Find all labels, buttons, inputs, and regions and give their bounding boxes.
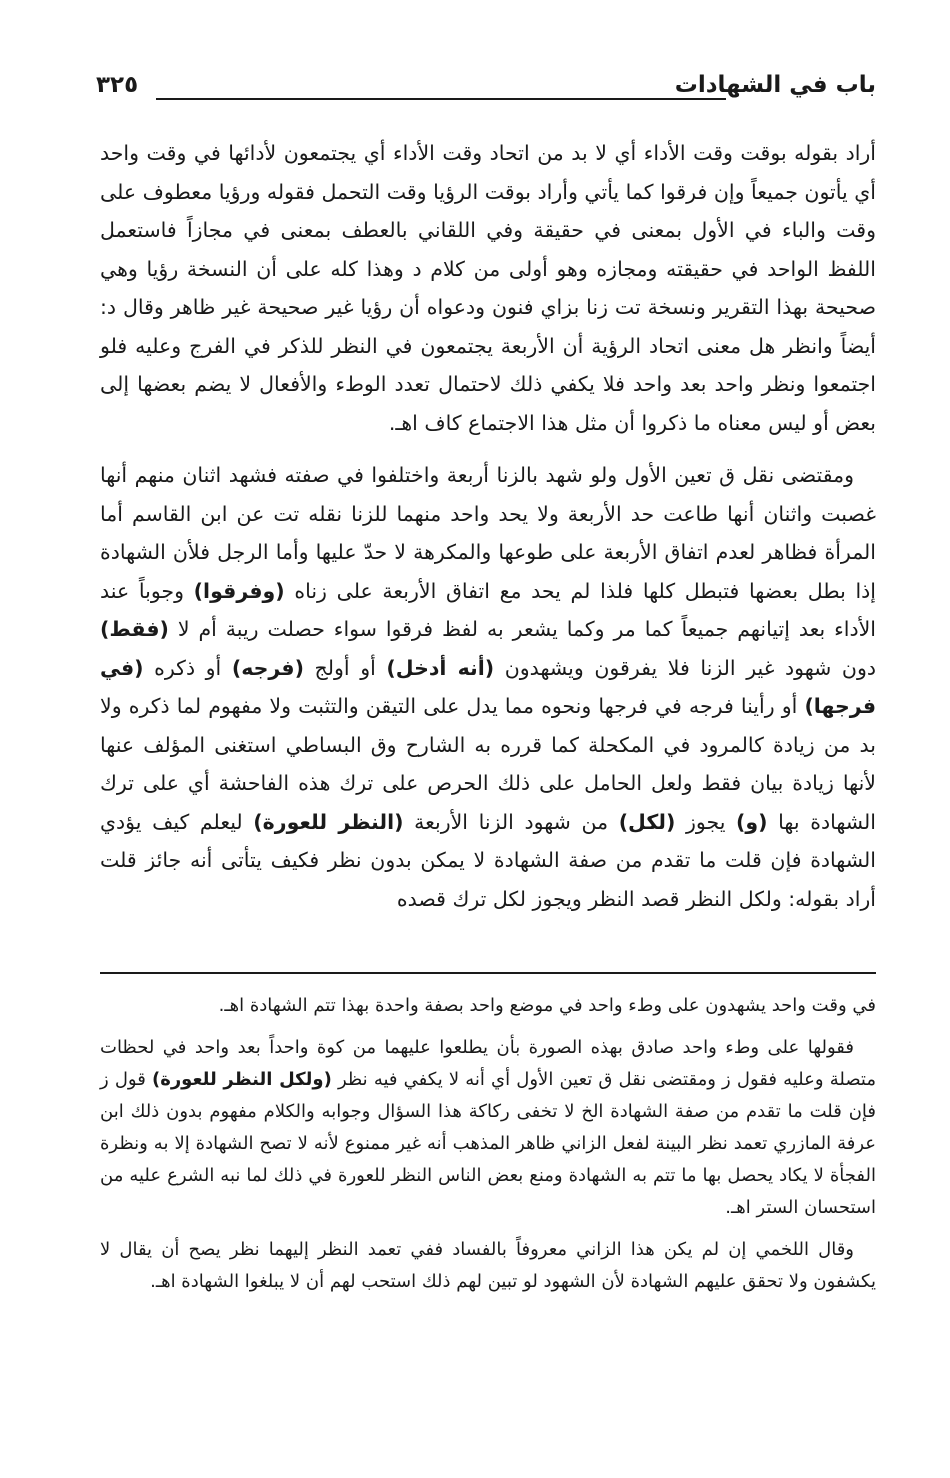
text-run: ليعلم كيف يؤدي الشهادة فإن قلت ما تقدم من صفة الشهادة لا يمكن بدون نظر فكيف يتأتى أنه جائز قلت أراد بقوله: ولكل النظر قصد النظر ويجوز لكل ترك قصده bbox=[100, 809, 876, 911]
footnote-3: وقال اللخمي إن لم يكن هذا الزاني معروفاً بالفساد ففي تعمد النظر إليهما نظر يصح أن يقال لا يكشفون ولا تحقق عليهم الشهادة لأن الشهود لو تبين لهم ذلك استحب لهم أن لا يبلغوا الشهادة اهـ. bbox=[100, 1239, 876, 1292]
footnote-2 bbox=[100, 1032, 876, 1224]
header-rule bbox=[156, 98, 726, 100]
matn-quote: (أنه أدخل) bbox=[386, 655, 495, 680]
text-run: أراد بقوله بوقت وقت الأداء أي لا بد من اتحاد وقت الأداء أي يجتمعون لأدائها في وقت واحد أي يأتون جميعاً وإن فرقوا كما يأتي وأراد بوقت الرؤيا وقت التحمل فقوله ورؤيا معطوف على وقت والباء في الأول بمعنى في حقيقة وفي اللقاني بالعطف بمعنى في مجازاً فاستعمل اللفظ الواحد في حقيقته ومجازه وهو أولى من كلام د وهذا كله على أن النسخة رؤيا وهي صحيحة بهذا التقرير ونسخة تت زنا بزاي فنون ودعواه أن رؤيا غير صحيحة غير ظاهر وقال د: أيضاً وانظر هل معنى اتحاد الرؤية أن الأربعة يجتمعون في النظر للذكر في الفرج وعليه فلو اجتمعوا ونظر واحد بعد واحد فلا يكفي ذلك لاحتمال تعدد الوطء والأفعال لا يضم بعضها إلى بعض أو ليس معناه ما ذكروا أن مثل هذا الاجتماع كاف اهـ. bbox=[100, 141, 876, 435]
matn-quote: (فقط) bbox=[100, 617, 169, 641]
matn-quote: (و) bbox=[736, 809, 768, 834]
page-header bbox=[96, 70, 876, 110]
text-run: أو ذكره bbox=[143, 655, 232, 680]
text-run: وجوباً عند الأداء بعد إتيانهم جميعاً كما مر وكما يشعر به لفظ فرقوا سواء حصلت ريبة أم لا bbox=[100, 578, 876, 641]
matn-quote: (في فرجها) bbox=[100, 655, 876, 718]
text-run: أو أولج bbox=[303, 655, 387, 680]
matn-quote: (فرجه) bbox=[231, 655, 304, 680]
text-run: دون شهود غير الزنا فلا يفرقون ويشهدون bbox=[494, 655, 877, 680]
footnote-1: في وقت واحد يشهدون على وطء واحد في موضع واحد بصفة واحدة بهذا تتم الشهادة اهـ. bbox=[218, 995, 876, 1016]
footnote-separator bbox=[100, 972, 876, 974]
matn-quote: (ولكل النظر للعورة) bbox=[151, 1069, 332, 1090]
text-run: ومقتضى نقل ق تعين الأول ولو شهد بالزنا أربعة واختلفوا في صفته فشهد اثنان منهم أنها غصبت واثنان أنها طاعت حد الأربعة ولا يحد واحد منهما للزنا نقله تت عن ابن القاسم أما المرأة فظاهر لعدم اتفاق الأربعة على طوعها والمكرهة لا حدّ عليها وأما الرجل فلأن الشهادة إذا بطل بعضها فتبطل كلها فلذا لم يحد مع اتفاق الأربعة على زناه bbox=[100, 463, 876, 603]
matn-quote: (لكل) bbox=[618, 809, 676, 834]
text-run: فقولها على وطء واحد صادق بهذه الصورة بأن يطلعوا عليهما من كوة واحداً بعد واحد في لحظات متصلة وعليه فقول ز ومقتضى نقل ق تعين الأول أي أنه لا يكفي فيه نظر bbox=[100, 1037, 877, 1090]
text-run: قول ز فإن قلت ما تقدم من صفة الشهادة الخ لا تخفى ركاكة هذا السؤال وجوابه والكلام مفهوم بدون ذلك ابن عرفة المازري تعمد نظر البينة لفعل الزاني ظاهر المذهب أنه غير ممنوع لأنه لا تصح الشهادة إلا به ونظرة الفجأة لا يكاد يحصل بها ما تتم به الشهادة ومنع بعض الناس النظر للعورة في ذلك لما نبه الشرع عليه من استحسان الستر اهـ. bbox=[100, 1069, 876, 1218]
page-number: ٣٢٥ bbox=[96, 72, 139, 98]
main-paragraph-2 bbox=[100, 456, 876, 918]
text-run: أو رأينا فرجه في فرجها ونحوه مما يدل على التيقن والتثبت ولا مفهوم لما ذكره ولا بد من زيادة كالمرود في المكحلة كما قرره به الشارح وق البساطي استغنى المؤلف عنها لأنها زيادة بيان فقط ولعل الحامل على ذلك الحرص على ترك هذه الفاحشة أي على ترك الشهادة بها bbox=[100, 694, 876, 834]
main-text bbox=[100, 134, 876, 918]
matn-quote: (وفرقوا) bbox=[193, 578, 285, 603]
text-run: يجوز bbox=[675, 809, 737, 834]
text-run: من شهود الزنا الأربعة bbox=[403, 809, 619, 834]
footnotes bbox=[100, 990, 876, 1308]
chapter-title: باب في الشهادات bbox=[674, 72, 876, 98]
matn-quote: (النظر للعورة) bbox=[253, 809, 404, 834]
main-paragraph-1 bbox=[100, 134, 876, 442]
